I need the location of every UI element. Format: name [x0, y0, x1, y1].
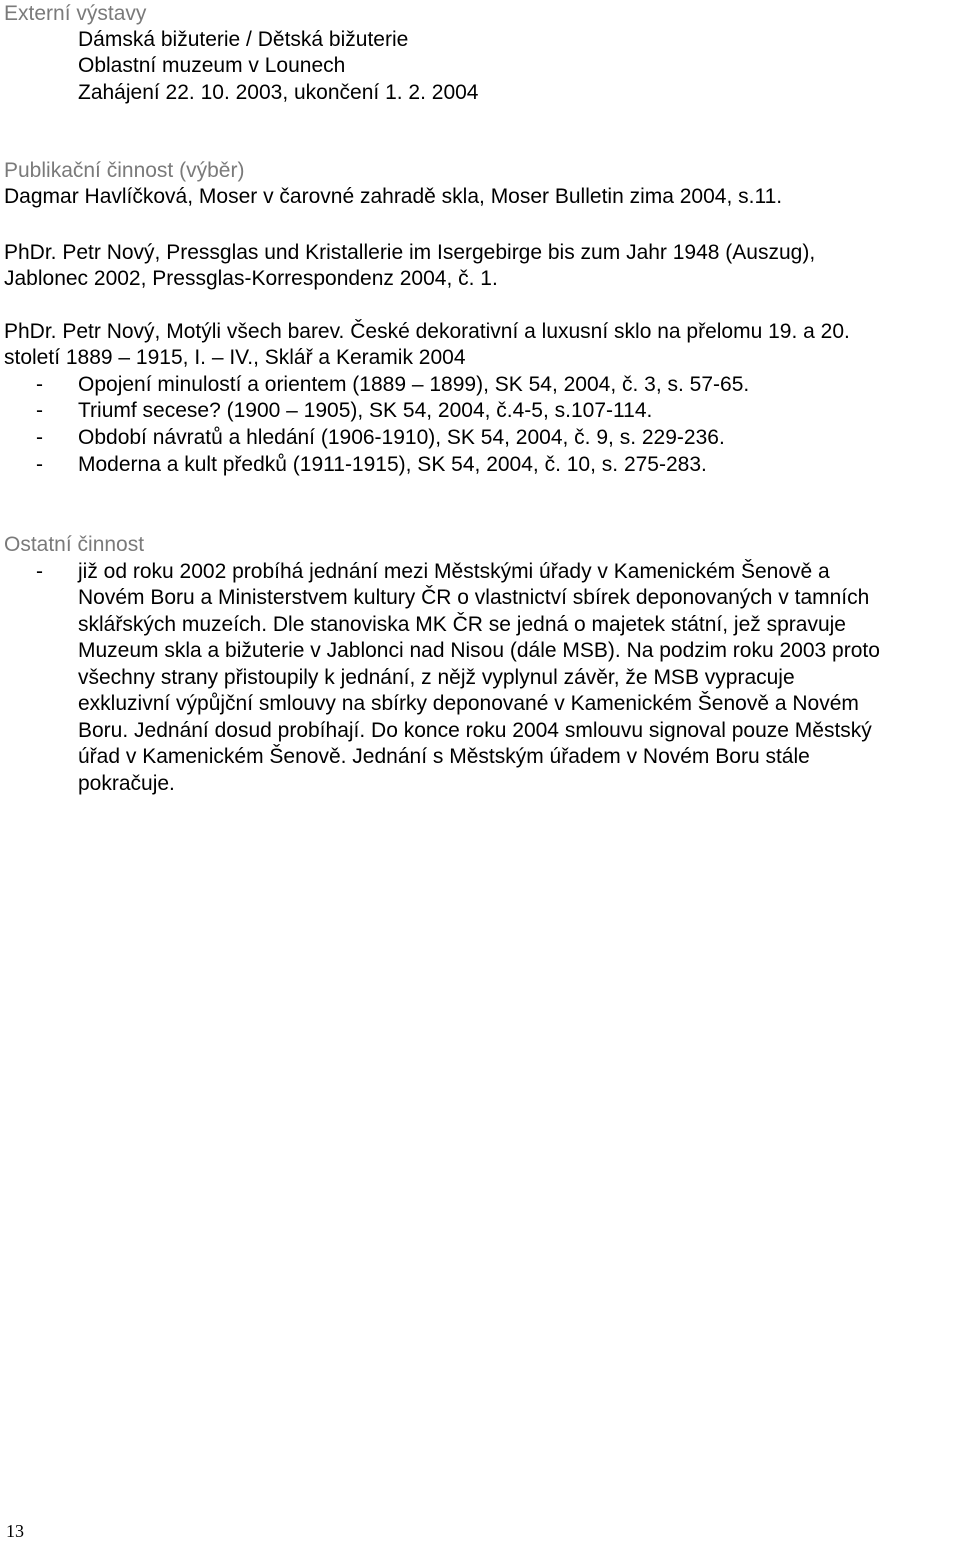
publication-item: PhDr. Petr Nový, Motýli všech barev. České dekorativní a luxusní sklo na přelomu 19. a 20.	[4, 320, 850, 343]
exhibition-line: Zahájení 22. 10. 2003, ukončení 1. 2. 2004	[78, 81, 479, 104]
exhibitions-heading: Externí výstavy	[4, 2, 147, 25]
other-paragraph-line: Novém Boru a Ministerstvem kultury ČR o vlastnictví sbírek deponovaných v tamních	[78, 586, 870, 609]
publication-item: Jablonec 2002, Pressglas-Korrespondenz 2004, č. 1.	[4, 267, 498, 290]
other-paragraph-line: sklářských muzeích. Dle stanoviska MK ČR se jedná o majetek státní, jež spravuje	[78, 613, 846, 636]
other-paragraph-line: Muzeum skla a bižuterie v Jablonci nad Nisou (dále MSB). Na podzim roku 2003 proto	[78, 639, 880, 662]
list-dash: -	[36, 560, 43, 583]
publication-subitem: Období návratů a hledání (1906-1910), SK 54, 2004, č. 9, s. 229-236.	[78, 426, 725, 449]
list-dash: -	[36, 399, 43, 422]
exhibition-line: Oblastní muzeum v Lounech	[78, 54, 346, 77]
other-paragraph-line: exkluzivní výpůjční smlouvy na sbírky deponované v Kamenickém Šenově a Novém	[78, 692, 859, 715]
publication-subitem: Opojení minulostí a orientem (1889 – 1899), SK 54, 2004, č. 3, s. 57-65.	[78, 373, 750, 396]
other-paragraph-line: všechny strany přistoupily k jednání, z nějž vyplynul závěr, že MSB vypracuje	[78, 666, 795, 689]
other-heading: Ostatní činnost	[4, 533, 145, 556]
publication-subitem: Triumf secese? (1900 – 1905), SK 54, 2004, č.4-5, s.107-114.	[78, 399, 653, 422]
list-dash: -	[36, 453, 43, 476]
publication-item: století 1889 – 1915, I. – IV., Sklář a Keramik 2004	[4, 346, 466, 369]
other-paragraph-line: úřad v Kamenickém Šenově. Jednání s Městským úřadem v Novém Boru stále	[78, 745, 810, 768]
exhibition-line: Dámská bižuterie / Dětská bižuterie	[78, 28, 409, 51]
other-paragraph-line: již od roku 2002 probíhá jednání mezi Městskými úřady v Kamenickém Šenově a	[78, 560, 830, 583]
list-dash: -	[36, 373, 43, 396]
publications-heading: Publikační činnost (výběr)	[4, 159, 245, 182]
publication-item: PhDr. Petr Nový, Pressglas und Kristallerie im Isergebirge bis zum Jahr 1948 (Auszug),	[4, 241, 816, 264]
publication-subitem: Moderna a kult předků (1911-1915), SK 54, 2004, č. 10, s. 275-283.	[78, 453, 707, 476]
page-number: 13	[6, 1521, 24, 1541]
publication-item: Dagmar Havlíčková, Moser v čarovné zahradě skla, Moser Bulletin zima 2004, s.11.	[4, 185, 783, 208]
other-paragraph-line: pokračuje.	[78, 772, 175, 795]
other-paragraph-line: Boru. Jednání dosud probíhají. Do konce roku 2004 smlouvu signoval pouze Městský	[78, 719, 872, 742]
list-dash: -	[36, 426, 43, 449]
